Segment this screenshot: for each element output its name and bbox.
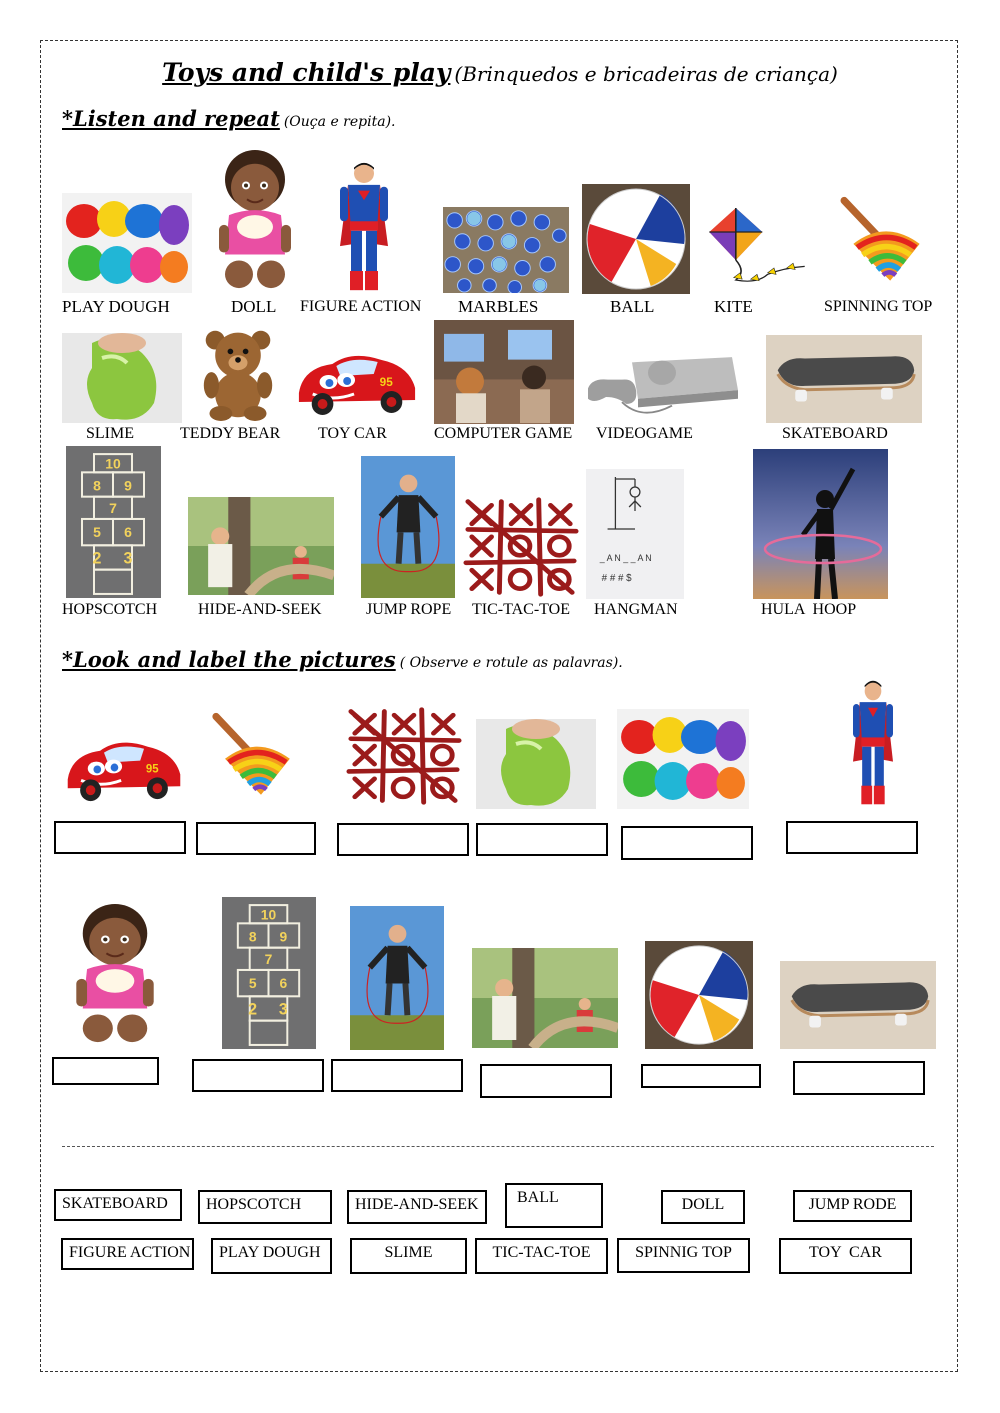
play-dough-picture [62,193,192,293]
exercise-figure-action-picture [848,678,898,808]
exercise-spinning-top-picture [207,712,297,802]
listen-instruction [62,106,395,131]
word-bank-item[interactable]: HIDE-AND-SEEK [347,1190,487,1224]
answer-box[interactable] [52,1057,159,1085]
answer-box[interactable] [337,823,469,856]
label-figure-action: FIGURE ACTION [300,298,422,315]
label-instruction [62,647,623,672]
word-bank-item[interactable]: JUMP RODE [793,1190,912,1222]
exercise-skateboard-picture [780,961,936,1049]
label-marbles: MARBLES [458,297,539,316]
label-hula-hoop: HULA HOOP [761,601,857,618]
instruction-main: *Look and label the pictures [62,647,396,672]
label-play-dough: PLAY DOUGH [62,297,170,316]
instruction-main: *Listen and repeat [62,106,280,131]
word-bank-item[interactable]: SPINNIG TOP [617,1238,750,1273]
cut-line [62,1146,934,1147]
word-bank-item[interactable]: SLIME [350,1238,467,1274]
computer-game-picture [434,320,574,424]
exercise-ball-picture [645,941,753,1049]
label-spinning-top: SPINNING TOP [824,298,933,315]
hula-hoop-picture [753,449,888,599]
label-tic-tac-toe: TIC-TAC-TOE [472,601,570,618]
word-bank-item[interactable]: TOY CAR [779,1238,912,1274]
answer-box[interactable] [476,823,608,856]
marbles-picture [443,207,569,293]
label-hide-and-seek: HIDE-AND-SEEK [198,601,322,618]
label-hopscotch: HOPSCOTCH [62,601,158,618]
answer-box[interactable] [793,1061,925,1095]
exercise-hide-and-seek-picture [472,948,618,1048]
hide-and-seek-picture [188,497,334,595]
word-bank-item[interactable]: HOPSCOTCH [198,1190,332,1224]
label-computer-game: COMPUTER GAME [434,425,573,442]
tic-tac-toe-picture [462,496,580,598]
exercise-jump-rope-picture [350,906,444,1050]
hopscotch-picture [66,446,161,598]
skateboard-picture [766,335,922,423]
word-bank-item[interactable]: FIGURE ACTION [61,1238,194,1270]
word-bank-item[interactable]: PLAY DOUGH [211,1238,332,1274]
label-skateboard: SKATEBOARD [782,425,888,442]
answer-box[interactable] [54,821,186,854]
title-sub: (Brinquedos e bricadeiras de criança) [454,62,838,86]
exercise-tic-tac-toe-picture [345,706,463,806]
answer-box[interactable] [621,826,753,860]
teddy-bear-picture [200,327,276,421]
label-jump-rope: JUMP ROPE [366,601,452,618]
answer-box[interactable] [196,822,316,855]
word-bank-item[interactable]: DOLL [661,1190,745,1224]
jump-rope-picture [361,456,455,598]
exercise-toy-car-picture [62,725,186,809]
answer-box[interactable] [192,1059,324,1092]
word-bank-item[interactable]: TIC-TAC-TOE [475,1238,608,1274]
exercise-doll-picture [72,900,158,1048]
instruction-sub: ( Observe e rotule as palavras). [399,655,623,671]
kite-picture [704,204,810,292]
exercise-slime-picture [476,719,596,809]
toy-car-picture [293,338,421,423]
word-bank-item[interactable]: SKATEBOARD [54,1189,182,1221]
label-doll: DOLL [231,297,277,316]
exercise-play-dough-picture [617,709,749,809]
hangman-word: _ A N _ _ A N [599,552,652,564]
answer-box[interactable] [480,1064,612,1098]
spinning-top-picture [835,196,927,288]
label-toy-car: TOY CAR [318,425,387,442]
answer-box[interactable] [331,1059,463,1092]
label-hangman: HANGMAN [594,601,678,618]
title-main: Toys and child's play [162,58,451,87]
label-slime: SLIME [86,425,134,442]
videogame-picture [582,345,742,423]
label-teddy-bear: TEDDY BEAR [180,425,281,442]
word-bank-item[interactable]: BALL [505,1183,603,1228]
answer-box[interactable] [641,1064,761,1088]
slime-picture [62,333,182,423]
instruction-sub: (Ouça e repita). [283,114,396,130]
label-kite: KITE [714,297,753,316]
label-ball: BALL [610,297,655,316]
answer-box[interactable] [786,821,918,854]
exercise-hopscotch-picture [222,897,316,1049]
worksheet-title [0,58,1000,87]
figure-action-picture [334,160,394,294]
doll-picture [215,146,295,294]
ball-picture [582,184,690,294]
hangman-picture [586,469,684,599]
label-videogame: VIDEOGAME [596,425,693,442]
